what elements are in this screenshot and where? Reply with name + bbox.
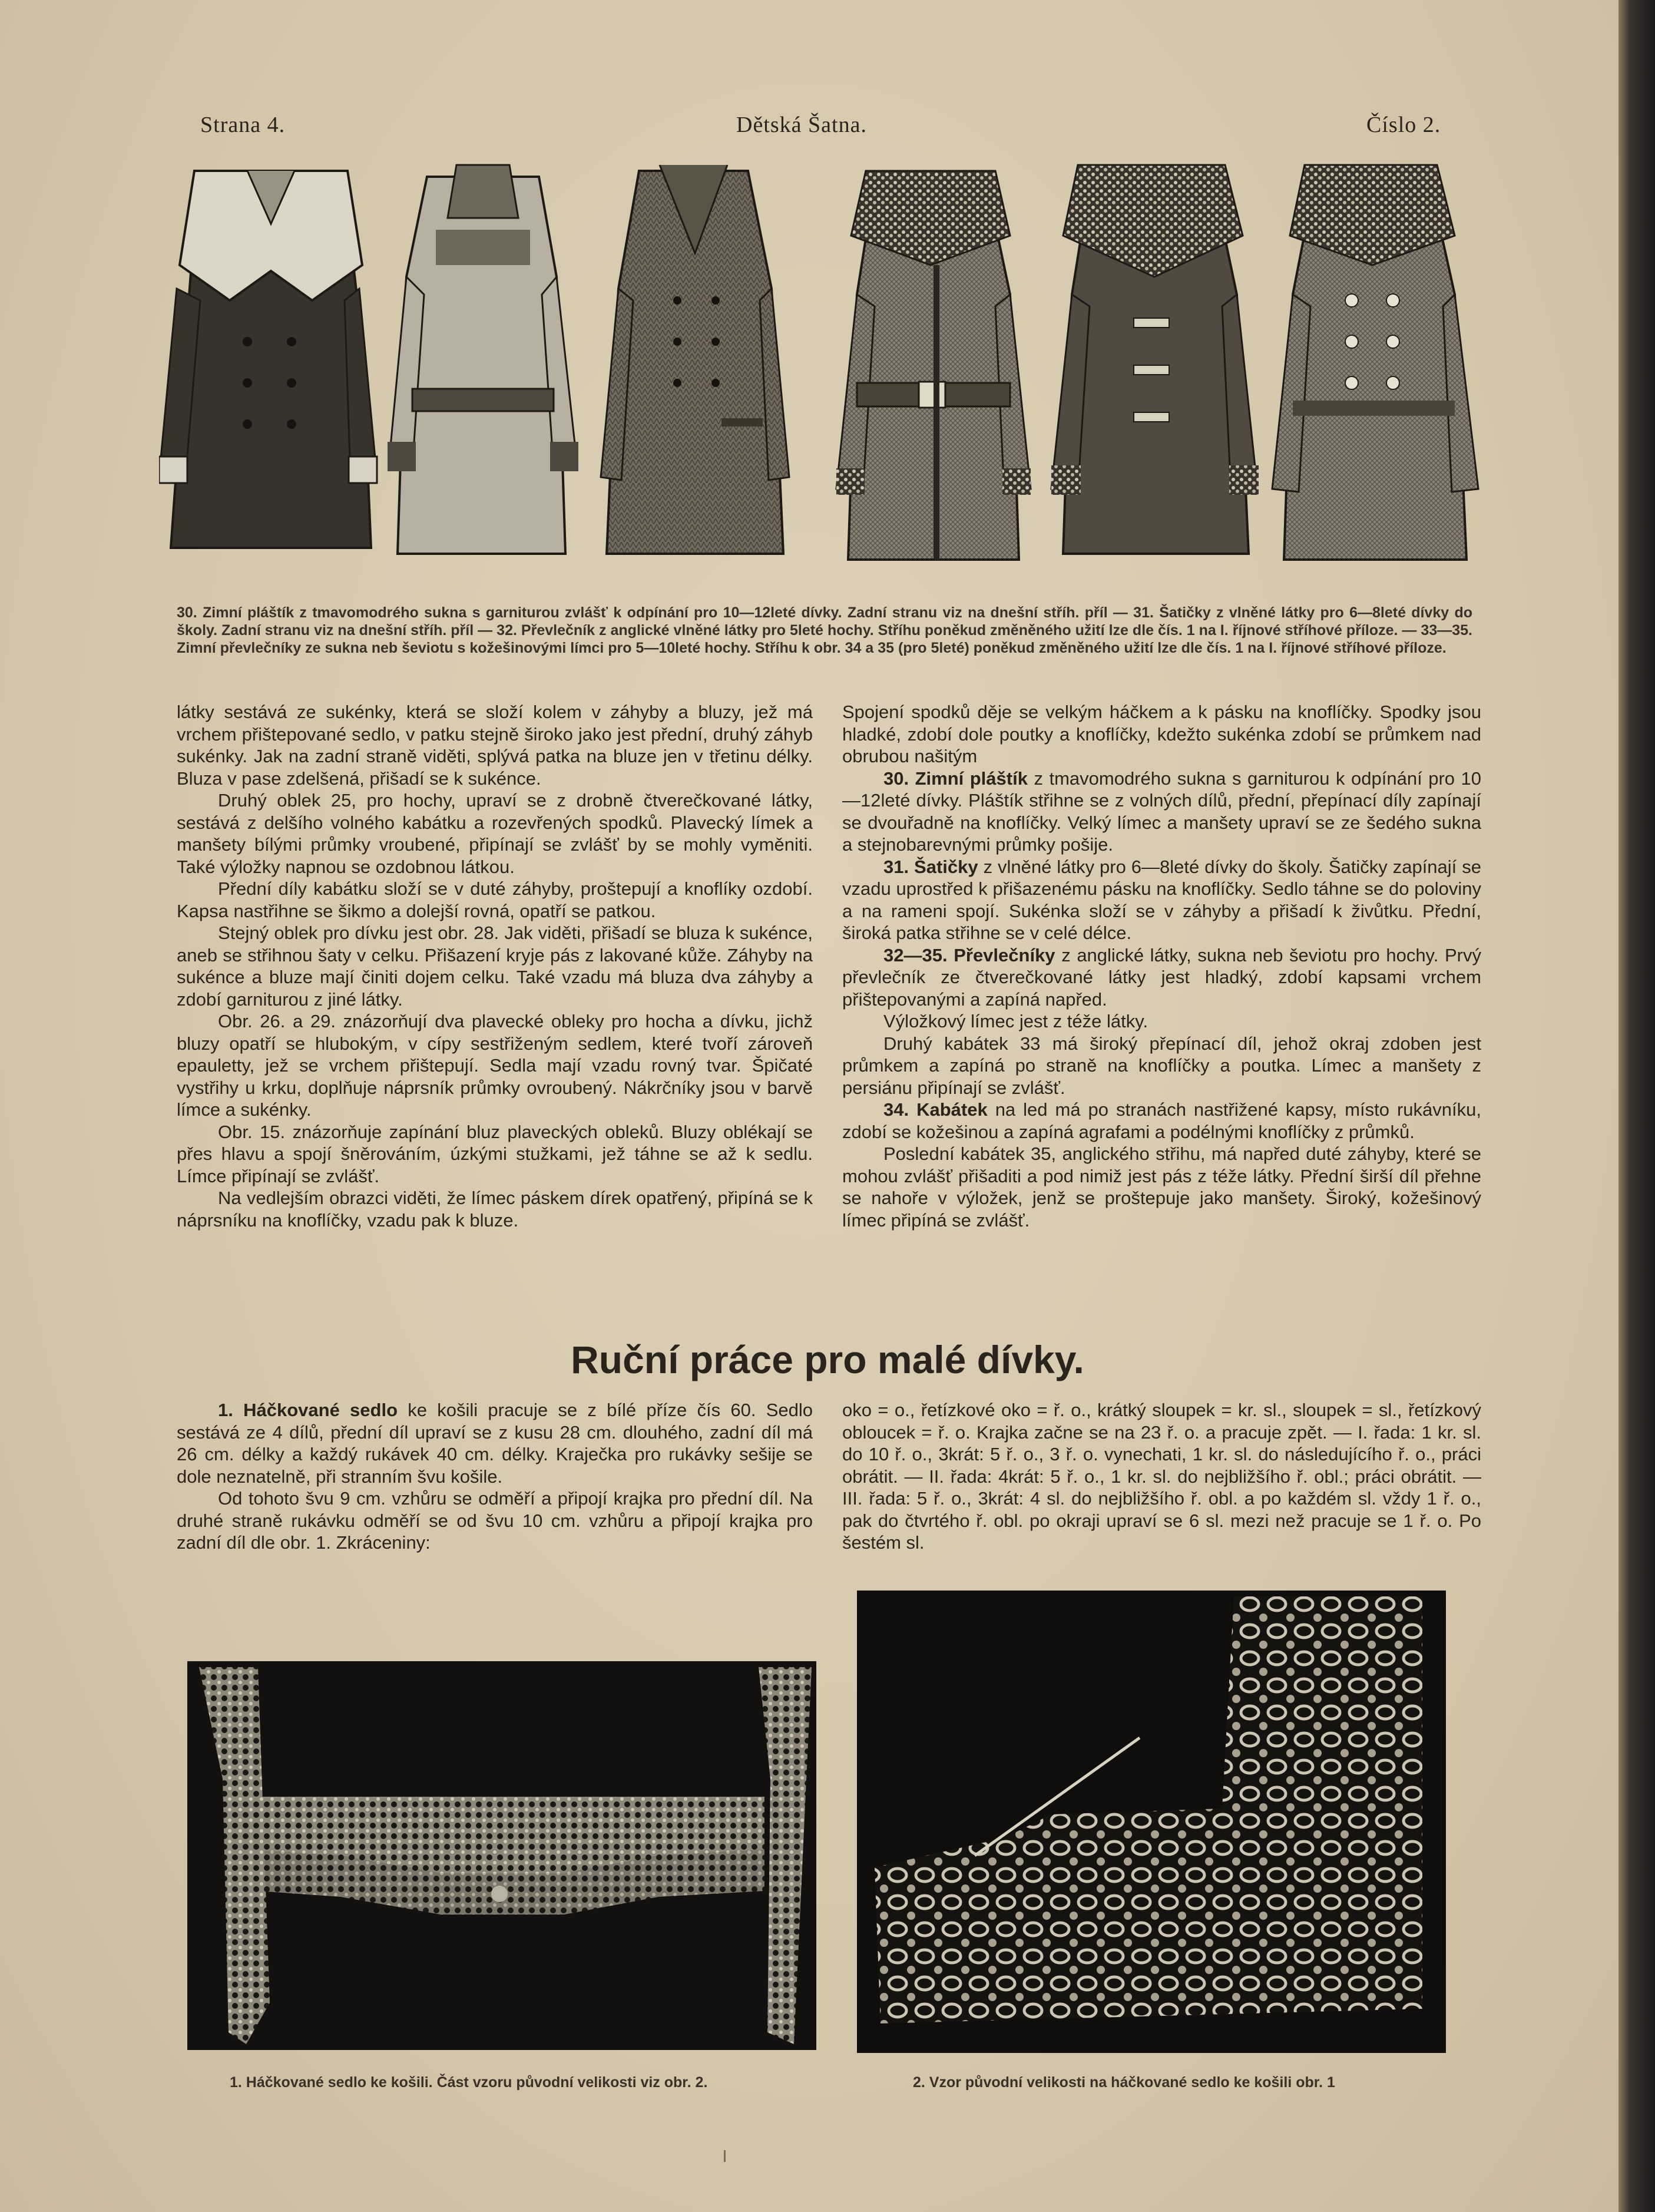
right-text: z anglické látky, sukna neb ševiotu pro hochy. Prvý převlečník ze čtverečkované látky jest hladký, zdobí kapsami vrchem přištepovanými a zapíná napřed. xyxy=(842,944,1481,1010)
girl-coat-sailor-collar-illustration xyxy=(159,171,377,548)
figure-2-caption: 2. Vzor původní velikosti na háčkované sedlo ke košili obr. 1 xyxy=(913,2074,1335,2091)
crochet-instructions-right: oko = o., řetízkové oko = ř. o., krátký sloupek = kr. sl., sloupek = sl., řetízkový obloucek = ř. o. Krajka začne se na 23 ř. o. a pracuje zpět. — I. řada: 1 kr. sl. do 10 ř. o., 3krát: 5 ř. o., 3 ř. o. vynechati, 1 kr. sl. do následujícího ř. o., práci obrátit. — II. řada: 4krát: 5 ř. o., 1 kr. sl. do nejbližšího ř. obl.; práci obrátit. — III. řada: 5 ř. o., 3krát: 4 sl. do nejbližšího ř. obl. a po každém sl. vždy 1 ř. o., pak do čtvrtého ř. obl. po okraji upraví se 6 sl. mezi než pracuje se 1 ř. o. Po šestém sl. xyxy=(842,1400,1481,1553)
right-paragraph xyxy=(842,1033,1481,1099)
right-lead: 30. Zimní pláštík xyxy=(883,768,1028,789)
crochet-pattern-detail-photo xyxy=(857,1591,1446,2053)
issue-number: Číslo 2. xyxy=(1366,113,1441,137)
right-text: Druhý kabátek 33 má široký přepínací díl, jehož okraj zdoben jest průmkem a zapíná po straně na knoflíčky a poutka. Límec a manšety z persiánu připínají se zvlášť. xyxy=(842,1033,1481,1098)
boy-fur-collar-peacoat-illustration xyxy=(1272,165,1478,560)
right-paragraph xyxy=(842,1010,1481,1033)
right-text: z vlněné látky pro 6—8leté dívky do školy. Šatičky zapínají se vzadu uprostřed k přišazenému pásku na knoflíčky. Sedlo táhne se do poloviny a na rameni spojí. Sukénka složí se v záhyby a přišadí k živůtku. Přední, široká patka střihne se v celé délce. xyxy=(842,856,1481,943)
right-text: z tmavomodrého sukna s garniturou k odpínání pro 10—12leté dívky. Pláštík střihne se z volných dílů, přední, přepínací díly zapínají se dvouřadně na knoflíčky. Velký límec a manšety upraví se ze šedého sukna a stejnobarevnými průmky pošije. xyxy=(842,768,1481,855)
left-paragraph: Přední díly kabátku složí se v duté záhyby, proštepují a knoflíky ozdobí. Kapsa nastřihne se šikmo a dolejší rovná, opatří se patkou. xyxy=(177,878,813,921)
right-text: Výložkový límec jest z téže látky. xyxy=(883,1011,1148,1031)
section-title: Ruční práce pro malé dívky. xyxy=(571,1338,1084,1381)
crochet-instructions-left xyxy=(177,1399,813,1554)
right-lead: 31. Šatičky xyxy=(883,856,978,877)
boy-tweed-overcoat-illustration xyxy=(601,165,789,554)
girl-school-dress-illustration xyxy=(388,165,578,554)
left-paragraph: látky sestává ze sukénky, která se složí kolem v záhyby a bluzy, jež má vrchem přištepované sedlo, v patku stejně široko jako jest přední, druhý záhyb sukénky. Jak na zadní straně viděti, splývá patka na bluze jen v třetinu délky. Bluza v pase zdelšená, přišadí se k sukénce. xyxy=(177,702,813,789)
magazine-title: Dětská Šatna. xyxy=(736,113,867,137)
left-paragraph: Obr. 15. znázorňuje zapínání bluz plaveckých obleků. Bluzy oblékají se přes hlavu a spojí šněrováním, úzkými stužkami, jež táhne se až k sedlu. Límce připínají se zvlášť. xyxy=(177,1121,813,1186)
right-text: Poslední kabátek 35, anglického střihu, má napřed duté záhyby, které se mohou zvlášť přišaditi a pod nimiž jest pás z téže látky. Přední širší díl přehne se nahoře v výložek, jenž se proštepuje jako manšety. Široký, kožešinový límec připíná se zvlášť. xyxy=(842,1143,1481,1231)
right-paragraph xyxy=(842,768,1481,856)
left-paragraph: Na vedlejším obrazci viděti, že límec páskem dírek opatřený, připíná se k náprsníku na knoflíčky, vzadu pak k bluze. xyxy=(177,1188,813,1231)
left-paragraph: Druhý oblek 25, pro hochy, upraví se z drobně čtverečkované látky, sestává z delšího volného kabátku a rozevřených spodků. Plavecký límek a manšety bílými průmky vroubené, připínají se zvlášť by se mohly vyměniti. Také výložky napnou se ozdobnou látkou. xyxy=(177,790,813,877)
page-number: Strana 4. xyxy=(200,113,286,137)
binding-edge xyxy=(1618,0,1655,2212)
right-text: Spojení spodků děje se velkým háčkem a k pásku na knoflíčky. Spodky jsou hladké, zdobí dole poutky a knoflíčky, kdežto sukénka zdobí se průmkem nad obrubou našitým xyxy=(842,702,1481,766)
right-paragraph xyxy=(842,1143,1481,1231)
right-paragraph xyxy=(842,1099,1481,1143)
right-lead: 32—35. Převlečníky xyxy=(883,944,1055,966)
bottom-text: ke košili pracuje se z bílé příze čís 60. Sedlo sestává ze 4 dílů, přední díl upraví se z kusu 28 cm. dlouhého, zadní díl má 26 cm. délky a každý rukávek 40 cm. délky. Kraječka pro rukávky sešije se dole neznatelně, při stranním švu košile. xyxy=(177,1400,813,1487)
figure-1-caption: 1. Háčkované sedlo ke košili. Část vzoru původní velikosti viz obr. 2. xyxy=(230,2074,708,2091)
bottom-lead: 1. Háčkované sedlo xyxy=(218,1400,398,1420)
boy-fur-collar-coat-illustration xyxy=(836,171,1031,560)
print-mark xyxy=(724,2150,726,2162)
right-column xyxy=(842,701,1481,1231)
bottom-paragraph xyxy=(177,1399,813,1487)
boy-double-breasted-fur-coat-illustration xyxy=(1051,165,1259,554)
right-paragraph xyxy=(842,944,1481,1011)
left-column xyxy=(177,701,813,1231)
right-paragraph xyxy=(842,701,1481,768)
coats-caption: 30. Zimní pláštík z tmavomodrého sukna s garniturou zvlášť k odpínání pro 10—12leté dívky. Zadní stranu viz na dnešní stříh. příl — 31. Šatičky z vlněné látky pro 6—8leté dívky do školy. Zadní stranu viz na dnešní stříh. příl — 32. Převlečník z anglické vlněné látky pro 5leté hochy. Stříhu poněkud změněného užití lze dle čís. 1 na I. říjnové stříhové příloze. — 33—35. Zimní převlečníky ze sukna neb ševiotu s kožešinovými límci pro 5—10leté hochy. Stříhu k obr. 34 a 35 (pro 5leté) poněkud změněného užití lze dle čís. 1 na I. říjnové stříhové příloze. xyxy=(177,604,1472,656)
right-text: na led má po stranách nastřižené kapsy, místo rukávníku, zdobí se kožešinou a zapíná agrafami a podélnými knoflíčky z průmků. xyxy=(842,1099,1481,1142)
bottom-text: Od tohoto švu 9 cm. vzhůru se odměří a připojí krajka pro přední díl. Na druhé straně rukávku odměří se od švu 10 cm. vzhůru a připojí krajka pro zadní díl dle obr. 1. Zkráceniny: xyxy=(177,1488,813,1553)
left-paragraph: Stejný oblek pro dívku jest obr. 28. Jak viděti, přišadí se bluza k sukénce, aneb se střihnou šaty v celku. Přišazení kryje pás z lakované kůže. Záhyby na sukénce a bluze mají činiti dojem celku. Také vzadu má bluza dva záhyby a zdobí garniturou z jiné látky. xyxy=(177,923,813,1010)
right-paragraph xyxy=(842,856,1481,944)
right-lead: 34. Kabátek xyxy=(883,1099,988,1120)
coat-illustrations xyxy=(159,147,1490,583)
bottom-paragraph xyxy=(177,1487,813,1554)
left-paragraph: Obr. 26. a 29. znázorňují dva plavecké obleky pro hocha a dívku, jichž bluzy opatří se hlubokým, v cípy sestřiženým sedlem, které tvoří zároveň epauletty, jež se vrchem přištepují. Sedla mají vzadu rovný tvar. Špičaté vystřihy u krku, doplňuje náprsník průmky ovroubený. Nákrčníky jsou v barvě límce a sukénky. xyxy=(177,1011,813,1120)
crochet-yoke-photo xyxy=(187,1661,816,2050)
